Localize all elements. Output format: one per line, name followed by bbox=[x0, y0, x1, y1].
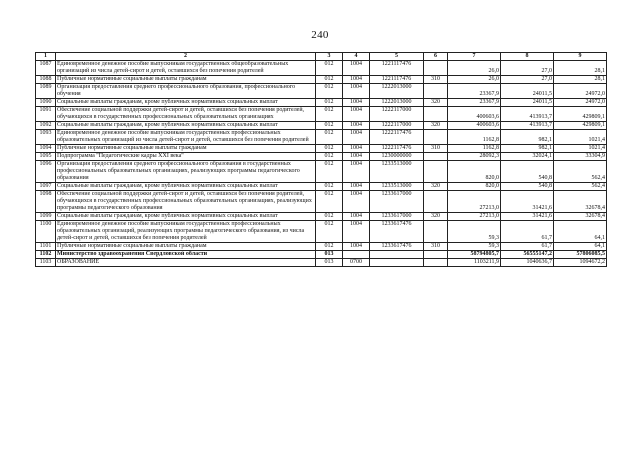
amount-year-3: 1021,4 bbox=[554, 145, 607, 153]
section-code: 1004 bbox=[343, 122, 370, 130]
amount-year-2: 24011,5 bbox=[501, 84, 554, 99]
amount-year-1: 59,3 bbox=[448, 243, 501, 251]
table-row bbox=[36, 259, 607, 267]
section-code: 1004 bbox=[343, 243, 370, 251]
ministry-code: 012 bbox=[316, 191, 343, 213]
amount-year-1: 58794805,7 bbox=[448, 251, 501, 259]
amount-year-1: 23367,9 bbox=[448, 99, 501, 107]
section-code: 1004 bbox=[343, 221, 370, 243]
ministry-code: 012 bbox=[316, 99, 343, 107]
row-number: 1098 bbox=[36, 191, 56, 213]
target-article-code: 1222117000 bbox=[370, 107, 424, 122]
row-name: Публичные нормативные социальные выплаты гражданам bbox=[56, 145, 316, 153]
target-article-code: 1221117476 bbox=[370, 76, 424, 84]
amount-year-1: 820,0 bbox=[448, 161, 501, 183]
amount-year-3: 64,1 bbox=[554, 221, 607, 243]
expense-type-code: 310 bbox=[424, 145, 448, 153]
section-code: 1004 bbox=[343, 145, 370, 153]
row-name: Обеспечение социальной поддержки детей-сирот и детей, оставшихся без попечения родителей, обучающихся в государственных профессиональных образовательных организациях bbox=[56, 107, 316, 122]
row-number: 1094 bbox=[36, 145, 56, 153]
target-article-code bbox=[370, 259, 424, 267]
amount-year-1: 1162,8 bbox=[448, 130, 501, 145]
section-code bbox=[343, 251, 370, 259]
target-article-code: 1221117476 bbox=[370, 61, 424, 76]
row-name: Организация предоставления среднего профессионального образования, профессионального обучения bbox=[56, 84, 316, 99]
row-number: 1101 bbox=[36, 243, 56, 251]
column-header: 6 bbox=[424, 53, 448, 61]
expense-type-code: 320 bbox=[424, 183, 448, 191]
row-name: Единовременное денежное пособие выпускникам государственных профессиональных образовательных организаций из числа детей-сирот и детей, оставшихся без попечения родителей bbox=[56, 130, 316, 145]
expense-type-code bbox=[424, 161, 448, 183]
amount-year-3: 64,1 bbox=[554, 243, 607, 251]
section-code: 1004 bbox=[343, 61, 370, 76]
row-number: 1091 bbox=[36, 107, 56, 122]
row-number: 1103 bbox=[36, 259, 56, 267]
row-number: 1095 bbox=[36, 153, 56, 161]
amount-year-3: 32678,4 bbox=[554, 213, 607, 221]
amount-year-1: 28092,3 bbox=[448, 153, 501, 161]
amount-year-2: 61,7 bbox=[501, 221, 554, 243]
amount-year-3: 429809,1 bbox=[554, 122, 607, 130]
table-row bbox=[36, 84, 607, 99]
table-row bbox=[36, 130, 607, 145]
section-code: 1004 bbox=[343, 130, 370, 145]
amount-year-2: 540,8 bbox=[501, 161, 554, 183]
amount-year-2: 31421,6 bbox=[501, 191, 554, 213]
amount-year-1: 27213,0 bbox=[448, 213, 501, 221]
table-row bbox=[36, 61, 607, 76]
column-header: 3 bbox=[316, 53, 343, 61]
column-header: 1 bbox=[36, 53, 56, 61]
row-name: Обеспечение социальной поддержки детей-сирот и детей, оставшихся без попечения родителей, обучающихся в государственных профессиональных образовательных организациях, реализующих программы педагогического образования bbox=[56, 191, 316, 213]
table-row bbox=[36, 161, 607, 183]
ministry-code: 012 bbox=[316, 221, 343, 243]
column-header: 2 bbox=[56, 53, 316, 61]
column-header: 7 bbox=[448, 53, 501, 61]
table-row bbox=[36, 221, 607, 243]
table-row bbox=[36, 122, 607, 130]
ministry-code: 013 bbox=[316, 251, 343, 259]
amount-year-1: 820,0 bbox=[448, 183, 501, 191]
target-article-code: 1233617476 bbox=[370, 243, 424, 251]
amount-year-3: 429809,1 bbox=[554, 107, 607, 122]
expense-type-code: 320 bbox=[424, 99, 448, 107]
amount-year-2: 27,0 bbox=[501, 61, 554, 76]
section-code: 1004 bbox=[343, 107, 370, 122]
amount-year-2: 1040636,7 bbox=[501, 259, 554, 267]
amount-year-1: 400603,6 bbox=[448, 107, 501, 122]
table-row bbox=[36, 153, 607, 161]
ministry-code: 012 bbox=[316, 243, 343, 251]
amount-year-2: 413913,7 bbox=[501, 122, 554, 130]
expense-type-code: 310 bbox=[424, 243, 448, 251]
ministry-code: 012 bbox=[316, 122, 343, 130]
section-code: 1004 bbox=[343, 191, 370, 213]
amount-year-2: 982,1 bbox=[501, 130, 554, 145]
row-name: Публичные нормативные социальные выплаты гражданам bbox=[56, 243, 316, 251]
row-number: 1088 bbox=[36, 76, 56, 84]
section-code: 1004 bbox=[343, 213, 370, 221]
row-number: 1092 bbox=[36, 122, 56, 130]
table-row bbox=[36, 145, 607, 153]
column-header: 5 bbox=[370, 53, 424, 61]
amount-year-1: 59,3 bbox=[448, 221, 501, 243]
target-article-code: 1233513000 bbox=[370, 183, 424, 191]
section-code: 0700 bbox=[343, 259, 370, 267]
amount-year-2: 982,1 bbox=[501, 145, 554, 153]
target-article-code: 1222013000 bbox=[370, 84, 424, 99]
section-code: 1004 bbox=[343, 76, 370, 84]
ministry-code: 012 bbox=[316, 153, 343, 161]
row-name: Министерство здравоохранения Свердловской области bbox=[56, 251, 316, 259]
ministry-code: 013 bbox=[316, 259, 343, 267]
amount-year-3: 32678,4 bbox=[554, 191, 607, 213]
row-number: 1097 bbox=[36, 183, 56, 191]
ministry-code: 012 bbox=[316, 183, 343, 191]
row-number: 1100 bbox=[36, 221, 56, 243]
ministry-code: 012 bbox=[316, 130, 343, 145]
row-name: Социальные выплаты гражданам, кроме публичных нормативных социальных выплат bbox=[56, 183, 316, 191]
target-article-code: 1233513000 bbox=[370, 161, 424, 183]
column-header: 4 bbox=[343, 53, 370, 61]
amount-year-3: 28,1 bbox=[554, 76, 607, 84]
amount-year-1: 27213,0 bbox=[448, 191, 501, 213]
row-number: 1087 bbox=[36, 61, 56, 76]
row-name: Социальные выплаты гражданам, кроме публичных нормативных социальных выплат bbox=[56, 213, 316, 221]
amount-year-3: 33304,9 bbox=[554, 153, 607, 161]
amount-year-3: 1094672,2 bbox=[554, 259, 607, 267]
row-number: 1102 bbox=[36, 251, 56, 259]
row-name: Социальные выплаты гражданам, кроме публичных нормативных социальных выплат bbox=[56, 122, 316, 130]
amount-year-3: 24972,0 bbox=[554, 84, 607, 99]
expense-type-code: 310 bbox=[424, 76, 448, 84]
row-number: 1089 bbox=[36, 84, 56, 99]
section-code: 1004 bbox=[343, 153, 370, 161]
row-number: 1093 bbox=[36, 130, 56, 145]
table-body bbox=[36, 61, 607, 267]
table-row bbox=[36, 107, 607, 122]
expense-type-code bbox=[424, 107, 448, 122]
column-header: 9 bbox=[554, 53, 607, 61]
amount-year-2: 31421,6 bbox=[501, 213, 554, 221]
target-article-code bbox=[370, 251, 424, 259]
table-row bbox=[36, 76, 607, 84]
ministry-code: 012 bbox=[316, 84, 343, 99]
expense-type-code bbox=[424, 61, 448, 76]
table-row bbox=[36, 243, 607, 251]
amount-year-1: 400603,6 bbox=[448, 122, 501, 130]
expense-type-code bbox=[424, 221, 448, 243]
section-code: 1004 bbox=[343, 183, 370, 191]
table-row bbox=[36, 183, 607, 191]
amount-year-3: 562,4 bbox=[554, 183, 607, 191]
target-article-code: 1222117000 bbox=[370, 122, 424, 130]
column-header: 8 bbox=[501, 53, 554, 61]
expense-type-code bbox=[424, 251, 448, 259]
target-article-code: 1222013000 bbox=[370, 99, 424, 107]
ministry-code: 012 bbox=[316, 145, 343, 153]
table-row bbox=[36, 213, 607, 221]
amount-year-3: 57806085,5 bbox=[554, 251, 607, 259]
amount-year-2: 56555147,2 bbox=[501, 251, 554, 259]
amount-year-3: 1021,4 bbox=[554, 130, 607, 145]
ministry-code: 012 bbox=[316, 61, 343, 76]
amount-year-3: 562,4 bbox=[554, 161, 607, 183]
expense-type-code bbox=[424, 153, 448, 161]
section-code: 1004 bbox=[343, 99, 370, 107]
ministry-code: 012 bbox=[316, 107, 343, 122]
row-name: Организация предоставления среднего профессионального образования в государственных профессиональных образовательных организациях, реализующих программы педагогического образования bbox=[56, 161, 316, 183]
expense-type-code bbox=[424, 84, 448, 99]
amount-year-3: 28,1 bbox=[554, 61, 607, 76]
row-number: 1090 bbox=[36, 99, 56, 107]
table-row bbox=[36, 99, 607, 107]
amount-year-1: 26,0 bbox=[448, 61, 501, 76]
amount-year-1: 1103211,9 bbox=[448, 259, 501, 267]
page-number: 240 bbox=[311, 29, 329, 41]
target-article-code: 1222117476 bbox=[370, 145, 424, 153]
section-code: 1004 bbox=[343, 84, 370, 99]
amount-year-2: 32024,1 bbox=[501, 153, 554, 161]
expense-type-code bbox=[424, 259, 448, 267]
target-article-code: 1233617000 bbox=[370, 213, 424, 221]
table-row bbox=[36, 191, 607, 213]
ministry-code: 012 bbox=[316, 161, 343, 183]
ministry-code: 012 bbox=[316, 213, 343, 221]
row-number: 1096 bbox=[36, 161, 56, 183]
expense-type-code bbox=[424, 191, 448, 213]
budget-table bbox=[35, 52, 607, 267]
target-article-code: 1233617000 bbox=[370, 191, 424, 213]
amount-year-2: 540,8 bbox=[501, 183, 554, 191]
amount-year-2: 61,7 bbox=[501, 243, 554, 251]
row-name: Социальные выплаты гражданам, кроме публичных нормативных социальных выплат bbox=[56, 99, 316, 107]
amount-year-2: 27,0 bbox=[501, 76, 554, 84]
amount-year-2: 24011,5 bbox=[501, 99, 554, 107]
amount-year-2: 413913,7 bbox=[501, 107, 554, 122]
expense-type-code: 320 bbox=[424, 213, 448, 221]
target-article-code: 1233617476 bbox=[370, 221, 424, 243]
target-article-code: 1230000000 bbox=[370, 153, 424, 161]
section-code: 1004 bbox=[343, 161, 370, 183]
table-header-row bbox=[36, 53, 607, 61]
expense-type-code bbox=[424, 130, 448, 145]
row-name: Публичные нормативные социальные выплаты гражданам bbox=[56, 76, 316, 84]
amount-year-3: 24972,0 bbox=[554, 99, 607, 107]
amount-year-1: 23367,9 bbox=[448, 84, 501, 99]
target-article-code: 1222117476 bbox=[370, 130, 424, 145]
table-row bbox=[36, 251, 607, 259]
amount-year-1: 26,0 bbox=[448, 76, 501, 84]
row-name: Подпрограмма "Педагогические кадры XXI века" bbox=[56, 153, 316, 161]
row-name: Единовременное денежное пособие выпускникам государственных профессиональных образовательных организаций, реализующих программы педагогического образования, из числа детей-сирот и детей, оставшихся без попечения родителей bbox=[56, 221, 316, 243]
row-name: ОБРАЗОВАНИЕ bbox=[56, 259, 316, 267]
row-name: Единовременное денежное пособие выпускникам государственных общеобразовательных организаций из числа детей-сирот и детей, оставшихся без попечения родителей bbox=[56, 61, 316, 76]
expense-type-code: 320 bbox=[424, 122, 448, 130]
ministry-code: 012 bbox=[316, 76, 343, 84]
row-number: 1099 bbox=[36, 213, 56, 221]
amount-year-1: 1162,8 bbox=[448, 145, 501, 153]
